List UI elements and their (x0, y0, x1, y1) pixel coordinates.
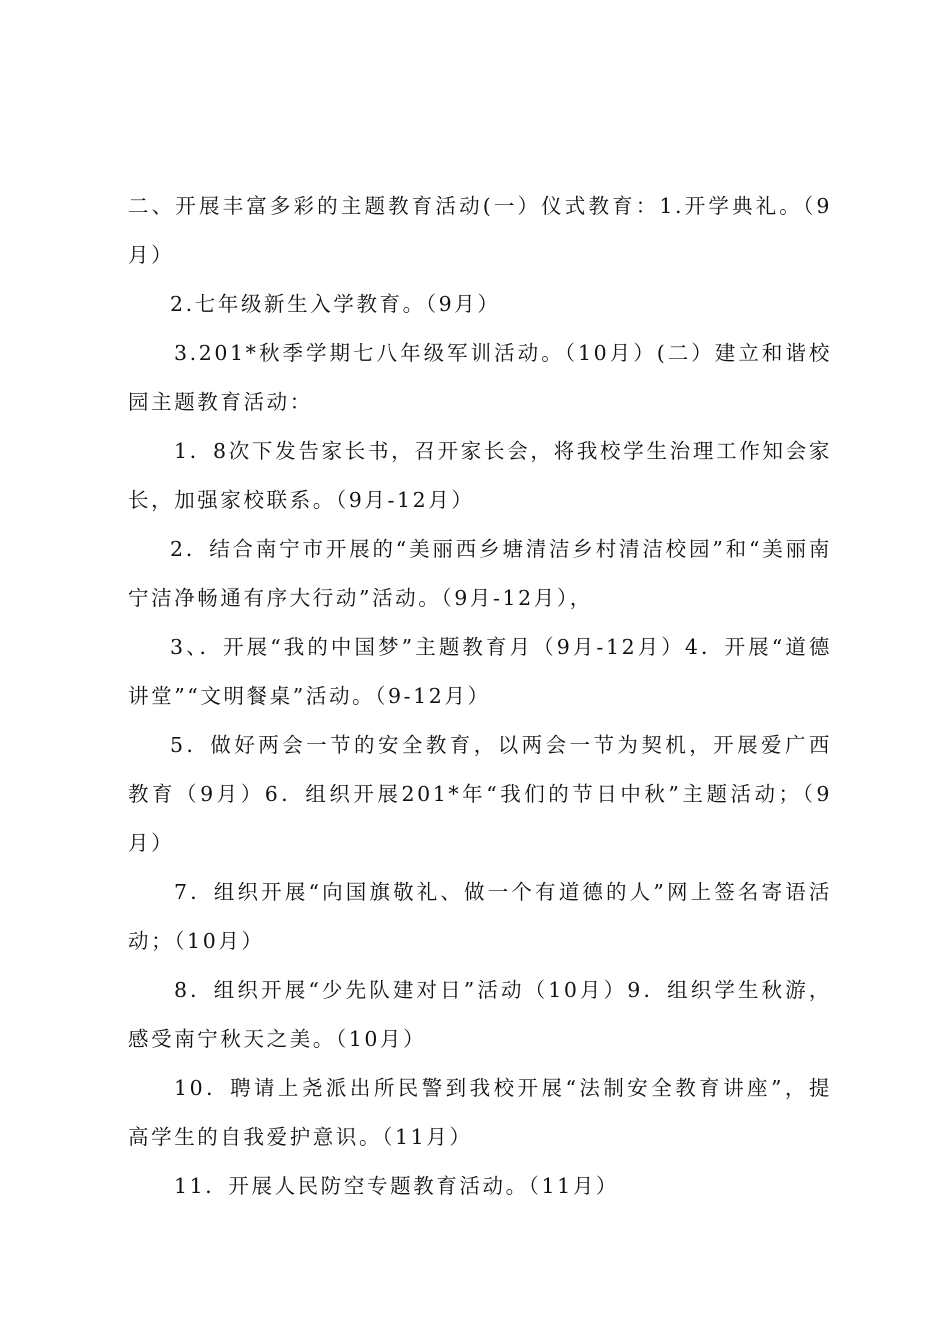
paragraph-harmony-item-1: 1．8次下发告家长书，召开家长会，将我校学生治理工作知会家长，加强家校联系。（9月-12月） (128, 439, 832, 512)
paragraph-harmony-item-10: 10．聘请上尧派出所民警到我校开展“法制安全教育讲座”，提高学生的自我爱护意识。（11月） (128, 1076, 832, 1149)
paragraph-harmony-item-5-6: 5．做好两会一节的安全教育，以两会一节为契机，开展爱广西教育（9月）6．组织开展201*年“我们的节日中秋”主题活动；（9月） (128, 733, 832, 855)
paragraph-item-2: 2.七年级新生入学教育。（9月） (170, 292, 501, 316)
paragraph-harmony-item-11: 11．开展人民防空专题教育活动。（11月） (174, 1174, 620, 1198)
paragraph-harmony-item-8-9: 8．组织开展“少先队建对日”活动（10月）9．组织学生秋游，感受南宁秋天之美。（10月） (128, 978, 832, 1051)
paragraph-harmony-item-7: 7．组织开展“向国旗敬礼、做一个有道德的人”网上签名寄语活动；（10月） (128, 880, 832, 953)
paragraph-harmony-item-3-4: 3、．开展“我的中国梦”主题教育月（9月-12月）4．开展“道德讲堂”“文明餐桌”活动。（9-12月） (128, 635, 832, 708)
document-body (128, 182, 832, 1211)
paragraph-item-3: 3.201*秋季学期七八年级军训活动。（10月）(二）建立和谐校园主题教育活动： (128, 341, 832, 414)
paragraph-section-heading: 二、开展丰富多彩的主题教育活动(一）仪式教育：1.开学典礼。（9月） (128, 194, 832, 267)
paragraph-harmony-item-2: 2．结合南宁市开展的“美丽西乡塘清洁乡村清洁校园”和“美丽南宁洁净畅通有序大行动”活动。（9月-12月）， (128, 537, 832, 610)
